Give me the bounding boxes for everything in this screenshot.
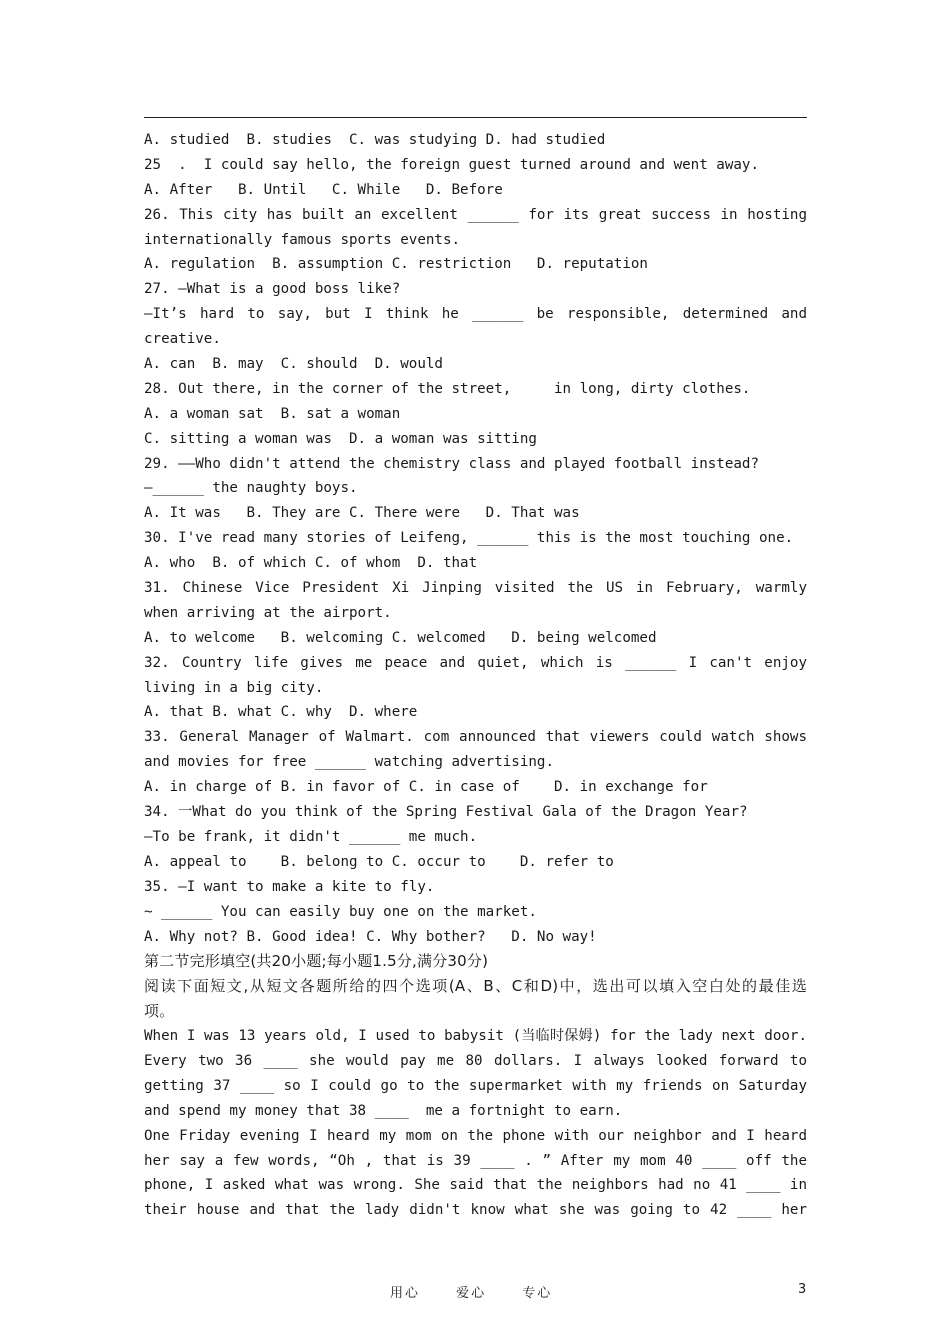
text-line: and movies for free ______ watching advertising.: [144, 754, 554, 771]
text-line: living in a big city.: [144, 679, 324, 696]
text-line: A. who B. of which C. of whom D. that: [144, 555, 478, 572]
text-line: A. It was B. They are C. There were D. That was: [144, 505, 580, 522]
text-line: 28. Out there, in the corner of the street, in long, dirty clothes.: [144, 380, 751, 397]
text-line: A. studied B. studies C. was studying D. had studied: [144, 132, 606, 148]
text-line: A. After B. Until C. While D. Before: [144, 181, 503, 198]
text-line: 项。: [144, 1002, 175, 1021]
text-line: A. regulation B. assumption C. restriction D. reputation: [144, 256, 648, 273]
text-line: phone, I asked what was wrong. She said that the neighbors had no 41 ____ in: [144, 1177, 807, 1194]
text-line: 32. Country life gives me peace and quiet, which is ______ I can't enjoy: [144, 654, 807, 671]
text-line: 29. ——Who didn't attend the chemistry class and played football instead?: [144, 455, 759, 472]
text-line: When I was 13 years old, I used to babysit (当临时保姆) for the lady next door.: [144, 1028, 807, 1045]
text-line: A. appeal to B. belong to C. occur to D. refer to: [144, 853, 614, 870]
text-line: their house and that the lady didn't know what she was going to 42 ____ her: [144, 1202, 807, 1219]
text-line: ~ ______ You can easily buy one on the market.: [144, 903, 537, 920]
footer-motto: 用心 爱心 专心: [390, 1286, 553, 1301]
text-line: Every two 36 ____ she would pay me 80 dollars. I always looked forward to: [144, 1052, 807, 1069]
text-line: 35. —I want to make a kite to fly.: [144, 878, 435, 895]
text-line: —It’s hard to say, but I think he ______ be responsible, determined and: [144, 306, 807, 323]
document-body: [144, 128, 807, 1223]
text-line: 阅读下面短文,从短文各题所给的四个选项(A、B、C和D)中，选出可以填入空白处的最佳选: [144, 977, 807, 996]
text-line: A. to welcome B. welcoming C. welcomed D. being welcomed: [144, 629, 657, 646]
text-line: C. sitting a woman was D. a woman was sitting: [144, 430, 537, 447]
text-line: 第二节完形填空(共20小题;每小题1.5分,满分30分): [144, 952, 489, 971]
text-line: A. Why not? B. Good idea! C. Why bother? D. No way!: [144, 928, 597, 945]
text-line: internationally famous sports events.: [144, 231, 461, 248]
text-line: 26. This city has built an excellent ______ for its great success in hosting: [144, 206, 807, 223]
text-line: —To be frank, it didn't ______ me much.: [144, 828, 478, 845]
text-line: 25 . I could say hello, the foreign guest turned around and went away.: [144, 156, 759, 173]
text-line: 34. 一What do you think of the Spring Festival Gala of the Dragon Year?: [144, 804, 748, 821]
text-line: A. a woman sat B. sat a woman: [144, 405, 401, 422]
text-line: 30. I've read many stories of Leifeng, ______ this is the most touching one.: [144, 530, 794, 547]
text-line: her say a few words, “Oh , that is 39 ____ . ” After my mom 40 ____ off the: [144, 1152, 807, 1169]
text-line: 31. Chinese Vice President Xi Jinping visited the US in February, warmly: [144, 580, 807, 597]
text-line: 27. —What is a good boss like?: [144, 281, 401, 298]
text-line: A. can B. may C. should D. would: [144, 356, 443, 373]
text-line: One Friday evening I heard my mom on the phone with our neighbor and I heard: [144, 1127, 807, 1144]
text-line: —______ the naughty boys.: [144, 480, 358, 497]
header-rule: [144, 117, 807, 118]
text-line: when arriving at the airport.: [144, 604, 392, 621]
text-line: and spend my money that 38 ____ me a fortnight to earn.: [144, 1102, 623, 1119]
text-line: creative.: [144, 331, 221, 348]
page-footer: [0, 1282, 950, 1302]
text-line: A. in charge of B. in favor of C. in case of D. in exchange for: [144, 779, 708, 796]
text-line: 33. General Manager of Walmart. com announced that viewers could watch shows: [144, 729, 807, 746]
page-number: 3: [798, 1282, 807, 1297]
text-line: getting 37 ____ so I could go to the supermarket with my friends on Saturday: [144, 1077, 807, 1094]
text-line: A. that B. what C. why D. where: [144, 704, 418, 721]
